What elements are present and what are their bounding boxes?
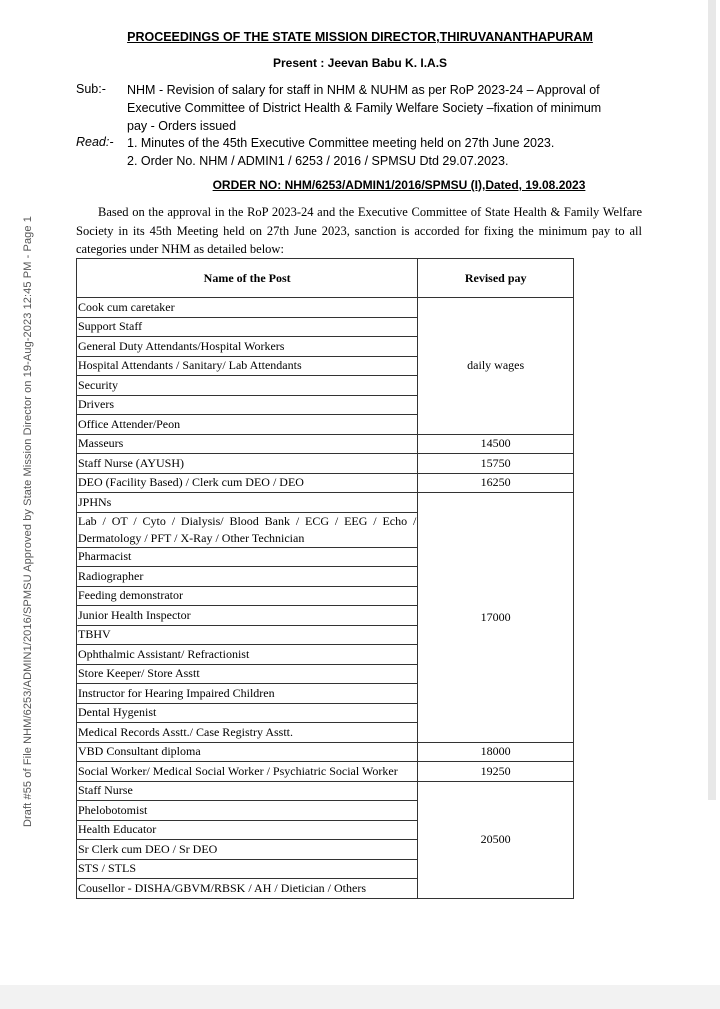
table-row bbox=[77, 493, 574, 513]
read-item: 2. Order No. NHM / ADMIN1 / 6253 / 2016 / SPMSU Dtd 29.07.2023. bbox=[127, 154, 509, 168]
read-label: Read:- bbox=[76, 135, 114, 149]
table-row bbox=[77, 454, 574, 474]
post-name-cell: Hospital Attendants / Sanitary/ Lab Attendants bbox=[77, 356, 418, 376]
post-name-cell: Dental Hygenist bbox=[77, 703, 418, 723]
column-header-pay: Revised pay bbox=[418, 259, 574, 298]
viewer-bottom-band bbox=[0, 985, 720, 1009]
table-row bbox=[77, 762, 574, 782]
scrollbar[interactable] bbox=[708, 0, 716, 800]
body-paragraph: Based on the approval in the RoP 2023-24 and the Executive Committee of State Health & Family Welfare Society in its 45th Meeting held on 27th June 2023, sanction is accorded for fixing the minimum pay to all categories under NHM as detailed below: bbox=[76, 205, 642, 256]
table-row bbox=[77, 473, 574, 493]
revised-pay-cell: 17000 bbox=[418, 493, 574, 743]
subject-line: NHM - Revision of salary for staff in NHM & NUHM as per RoP 2023-24 – Approval of bbox=[127, 83, 600, 97]
post-name-cell: Phelobotomist bbox=[77, 801, 418, 821]
post-name-cell: VBD Consultant diploma bbox=[77, 742, 418, 762]
table-row bbox=[77, 298, 574, 318]
post-name-cell: Store Keeper/ Store Asstt bbox=[77, 664, 418, 684]
read-item: 1. Minutes of the 45th Executive Committee meeting held on 27th June 2023. bbox=[127, 136, 555, 150]
post-name-cell: STS / STLS bbox=[77, 859, 418, 879]
post-name-cell: Health Educator bbox=[77, 820, 418, 840]
post-name-cell: Radiographer bbox=[77, 567, 418, 587]
pay-table bbox=[76, 258, 574, 899]
post-name-cell: Medical Records Asstt./ Case Registry Asstt. bbox=[77, 723, 418, 743]
revised-pay-cell: 19250 bbox=[418, 762, 574, 782]
revised-pay-cell: 20500 bbox=[418, 781, 574, 898]
table-row bbox=[77, 742, 574, 762]
subject-text bbox=[127, 81, 601, 135]
post-name-cell: Social Worker/ Medical Social Worker / Psychiatric Social Worker bbox=[77, 762, 418, 782]
post-name-cell: Support Staff bbox=[77, 317, 418, 337]
revised-pay-cell: 18000 bbox=[418, 742, 574, 762]
post-name-cell: DEO (Facility Based) / Clerk cum DEO / DEO bbox=[77, 473, 418, 493]
post-name-cell: Feeding demonstrator bbox=[77, 586, 418, 606]
post-name-cell: Cousellor - DISHA/GBVM/RBSK / AH / Dietician / Others bbox=[77, 879, 418, 899]
table-row bbox=[77, 781, 574, 801]
revised-pay-cell: daily wages bbox=[418, 298, 574, 435]
post-name-cell: Drivers bbox=[77, 395, 418, 415]
subject-label: Sub:- bbox=[76, 82, 106, 96]
post-name-cell: Instructor for Hearing Impaired Children bbox=[77, 684, 418, 704]
post-name-cell: Junior Health Inspector bbox=[77, 606, 418, 626]
subject-line: pay - Orders issued bbox=[127, 119, 237, 133]
present-line: Present : Jeevan Babu K. I.A.S bbox=[272, 56, 448, 70]
post-name-cell: Masseurs bbox=[77, 434, 418, 454]
post-name-cell: Lab / OT / Cyto / Dialysis/ Blood Bank / ECG / EEG / Echo / Dermatology / PFT / X-Ray / Other Technician bbox=[77, 512, 418, 547]
page-cutoff bbox=[0, 945, 720, 975]
post-name-cell: Office Attender/Peon bbox=[77, 415, 418, 435]
subject-line: Executive Committee of District Health & Family Welfare Society –fixation of minimum bbox=[127, 101, 602, 115]
post-name-cell: Pharmacist bbox=[77, 547, 418, 567]
revised-pay-cell: 15750 bbox=[418, 454, 574, 474]
page-title: PROCEEDINGS OF THE STATE MISSION DIRECTOR,THIRUVANANTHAPURAM bbox=[127, 30, 593, 44]
post-name-cell: Sr Clerk cum DEO / Sr DEO bbox=[77, 840, 418, 860]
revised-pay-cell: 16250 bbox=[418, 473, 574, 493]
column-header-post: Name of the Post bbox=[77, 259, 418, 298]
post-name-cell: Security bbox=[77, 376, 418, 396]
read-list bbox=[127, 134, 554, 170]
post-name-cell: Staff Nurse (AYUSH) bbox=[77, 454, 418, 474]
post-name-cell: Cook cum caretaker bbox=[77, 298, 418, 318]
post-name-cell: Staff Nurse bbox=[77, 781, 418, 801]
approval-side-note: Draft #55 of File NHM/6253/ADMIN1/2016/SPMSU Approved by State Mission Director on 19-Aug-2023 12:45 PM - Page 1 bbox=[22, 216, 34, 827]
order-number: ORDER NO: NHM/6253/ADMIN1/2016/SPMSU (I),Dated, 19.08.2023 bbox=[212, 178, 586, 192]
revised-pay-cell: 14500 bbox=[418, 434, 574, 454]
post-name-cell: General Duty Attendants/Hospital Workers bbox=[77, 337, 418, 357]
post-name-cell: TBHV bbox=[77, 625, 418, 645]
post-name-cell: JPHNs bbox=[77, 493, 418, 513]
table-row bbox=[77, 434, 574, 454]
post-name-cell: Ophthalmic Assistant/ Refractionist bbox=[77, 645, 418, 665]
